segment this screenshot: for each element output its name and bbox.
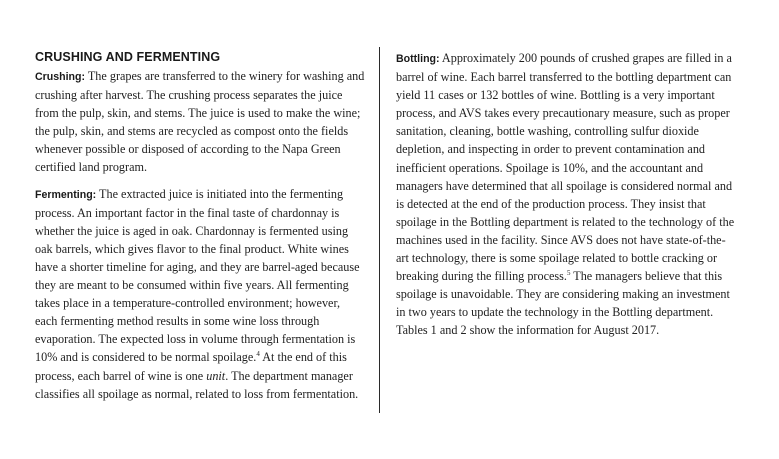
column-divider (379, 47, 380, 413)
bottling-text-b: The managers believe that this spoilage is unavoidable. They are considering making an investment in two years to update the technology in the Bottling department. Tables 1 and 2 show the information for August 2017. (396, 269, 730, 338)
right-column (396, 49, 736, 340)
unit-term: unit (206, 368, 226, 383)
left-column (35, 49, 365, 403)
bottling-paragraph (396, 49, 736, 340)
bottling-text-a: Approximately 200 pounds of crushed grapes are filled in a barrel of wine. Each barrel transferred to the bottling department can yield 11 cases or 132 bottles of wine. Bottling is a very important process, and AVS takes every precautionary measure, such as proper sanitation, cleaning, bottle washing, controlling sulfur dioxide depletion, and inspecting in order to prevent contamination and inefficient operations. Spoilage is 10%, and the accountant and managers have determined that all spoilage is considered normal and is detected at the end of the production process. They insist that spoilage in the Bottling department is related to the technology of the machines used in the facility. Since AVS does not have state-of-the-art technology, there is some spoilage related to bottle cracking or breaking during the filling process. (396, 51, 735, 284)
bottling-label: Bottling: (396, 53, 440, 65)
fermenting-text-b: At the end of this process, each barrel of wine is one (35, 350, 347, 383)
fermenting-text-c: . The department manager classifies all spoilage as normal, related to loss from fermentation. (35, 368, 359, 401)
footnote-5: 5 (566, 269, 571, 278)
fermenting-label: Fermenting: (35, 188, 97, 201)
crushing-label: Crushing: (35, 71, 86, 83)
crushing-text: The grapes are transferred to the winery for washing and crushing after harvest. The crushing process separates the juice from the pulp, skin, and stems. The juice is used to make the wine; the pulp, skin, and stems are recycled as compost onto the fields whenever possible or disposed of according to the Napa Green certified land program. (35, 69, 365, 175)
section-heading: CRUSHING AND FERMENTING (35, 50, 221, 64)
crushing-paragraph (35, 67, 365, 177)
footnote-4: 4 (256, 350, 260, 359)
fermenting-paragraph (35, 185, 365, 403)
fermenting-text-a: The extracted juice is initiated into the fermenting process. An important factor in the final taste of chardonnay is whether the juice is aged in oak. Chardonnay is fermented using oak barrels, which gives flavor to the final product. White wines have a shorter timeline for aging, and they are barrel-aged because they are meant to be consumed within five years. All fermenting takes place in a temperature-controlled environment; however, each fermenting method results in some wine loss through evaporation. The expected loss in volume through fermentation is 10% and is considered to be normal spoilage. (35, 186, 360, 365)
